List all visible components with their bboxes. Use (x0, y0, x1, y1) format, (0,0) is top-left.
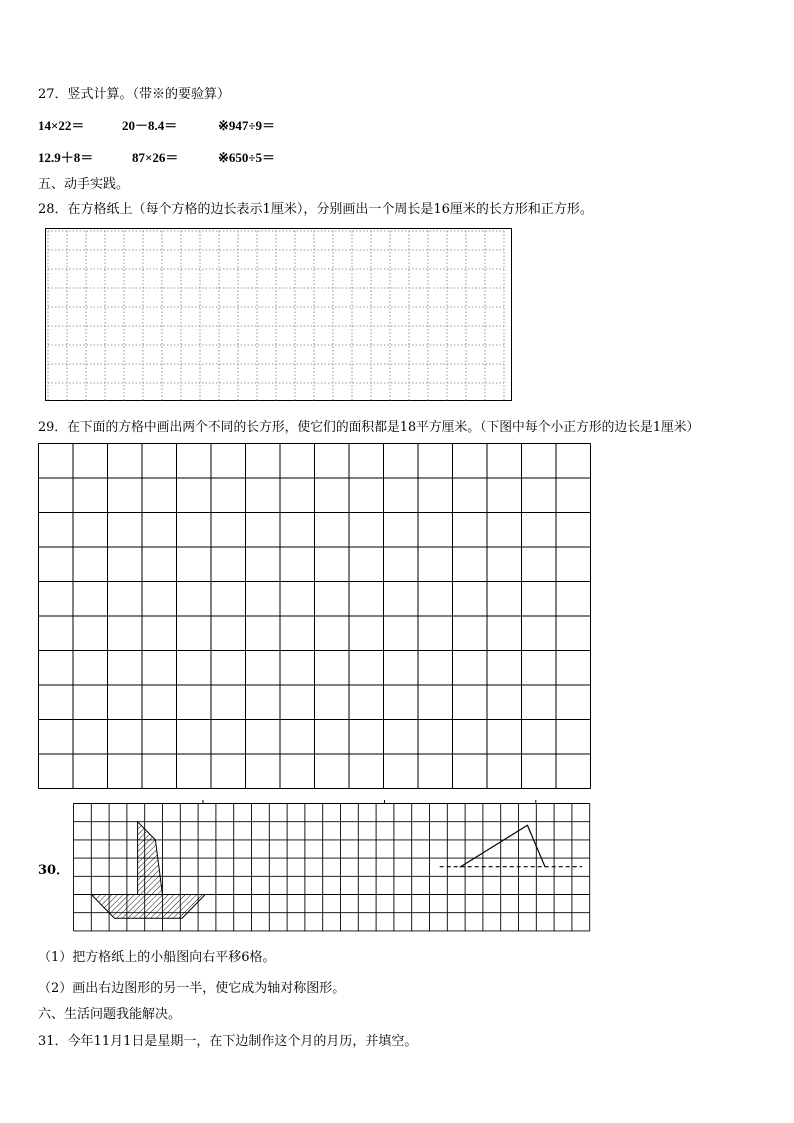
q31-title: 31．今年11月1日是星期一，在下边制作这个月的月历，并填空。 (38, 1034, 418, 1049)
q29-square-grid[interactable] (38, 443, 591, 789)
q30-boat-hull (91, 895, 205, 919)
q30-number: 30． (38, 863, 70, 878)
q29-title: 29．在下面的方格中画出两个不同的长方形，使它们的面积都是18平方厘米。（下图中每个小正方形的边长是1厘米） (38, 420, 700, 435)
q28-grid-border (46, 229, 512, 401)
q27-calc-5: 87×26＝ (132, 150, 179, 165)
q27-title: 27．竖式计算。（带※的要验算） (38, 87, 231, 102)
section-6-heading: 六、生活问题我能解决。 (38, 1007, 182, 1022)
q30-half-triangle (460, 825, 545, 867)
q27-calc-1: 14×22＝ (38, 118, 85, 133)
q30-grid[interactable] (73, 803, 591, 933)
q28-dotted-grid[interactable] (45, 228, 512, 401)
q27-calc-6: ※650÷5＝ (218, 150, 276, 165)
section-5-heading: 五、动手实践。 (38, 177, 130, 192)
q27-calc-3: ※947÷9＝ (218, 118, 276, 133)
q30-sub1: （1）把方格纸上的小船图向右平移6格。 (38, 950, 276, 965)
q27-calc-4: 12.9＋8＝ (38, 150, 94, 165)
q28-title: 28．在方格纸上（每个方格的边长表示1厘米），分别画出一个周长是16厘米的长方形和正方形。 (38, 202, 593, 217)
q30-sub2: （2）画出右边图形的另一半，使它成为轴对称图形。 (38, 981, 346, 996)
q27-calc-2: 20－8.4＝ (122, 118, 178, 133)
